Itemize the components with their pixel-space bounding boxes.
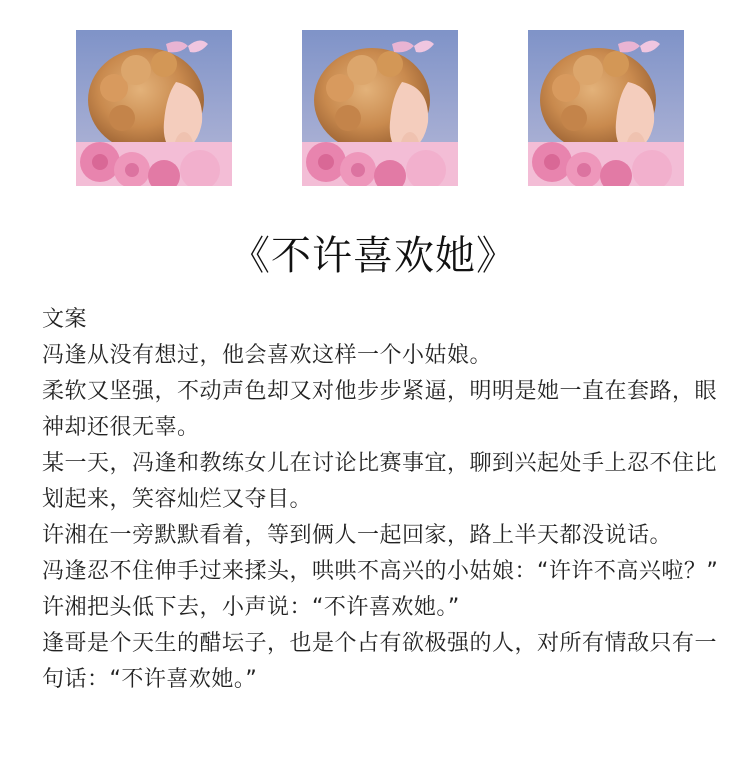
- paragraph: 许湘在一旁默默看着，等到俩人一起回家，路上半天都没说话。: [42, 523, 673, 548]
- portrait-image: [302, 30, 458, 186]
- paragraph: 许湘把头低下去，小声说：“不许喜欢她。”: [42, 595, 460, 620]
- paragraph: 冯逢忍不住伸手过来揉头，哄哄不高兴的小姑娘：“许许不高兴啦？”: [42, 559, 719, 584]
- paragraph: 冯逢从没有想过，他会喜欢这样一个小姑娘。: [42, 343, 493, 368]
- book-title: 《不许喜欢她》: [230, 233, 517, 279]
- synopsis: [42, 302, 732, 698]
- section-label: 文案: [42, 307, 88, 332]
- image-strip: [0, 30, 747, 186]
- paragraph: 某一天，冯逢和教练女儿在讨论比赛事宜，聊到兴起处手上忍不住比划起来，笑容灿烂又夺目。: [42, 451, 718, 512]
- portrait-image: [76, 30, 232, 186]
- portrait-image: [528, 30, 684, 186]
- paragraph: 逢哥是个天生的醋坛子，也是个占有欲极强的人，对所有情敌只有一句话：“不许喜欢她。”: [42, 631, 718, 692]
- paragraph: 柔软又坚强，不动声色却又对他步步紧逼，明明是她一直在套路，眼神却还很无辜。: [42, 379, 718, 440]
